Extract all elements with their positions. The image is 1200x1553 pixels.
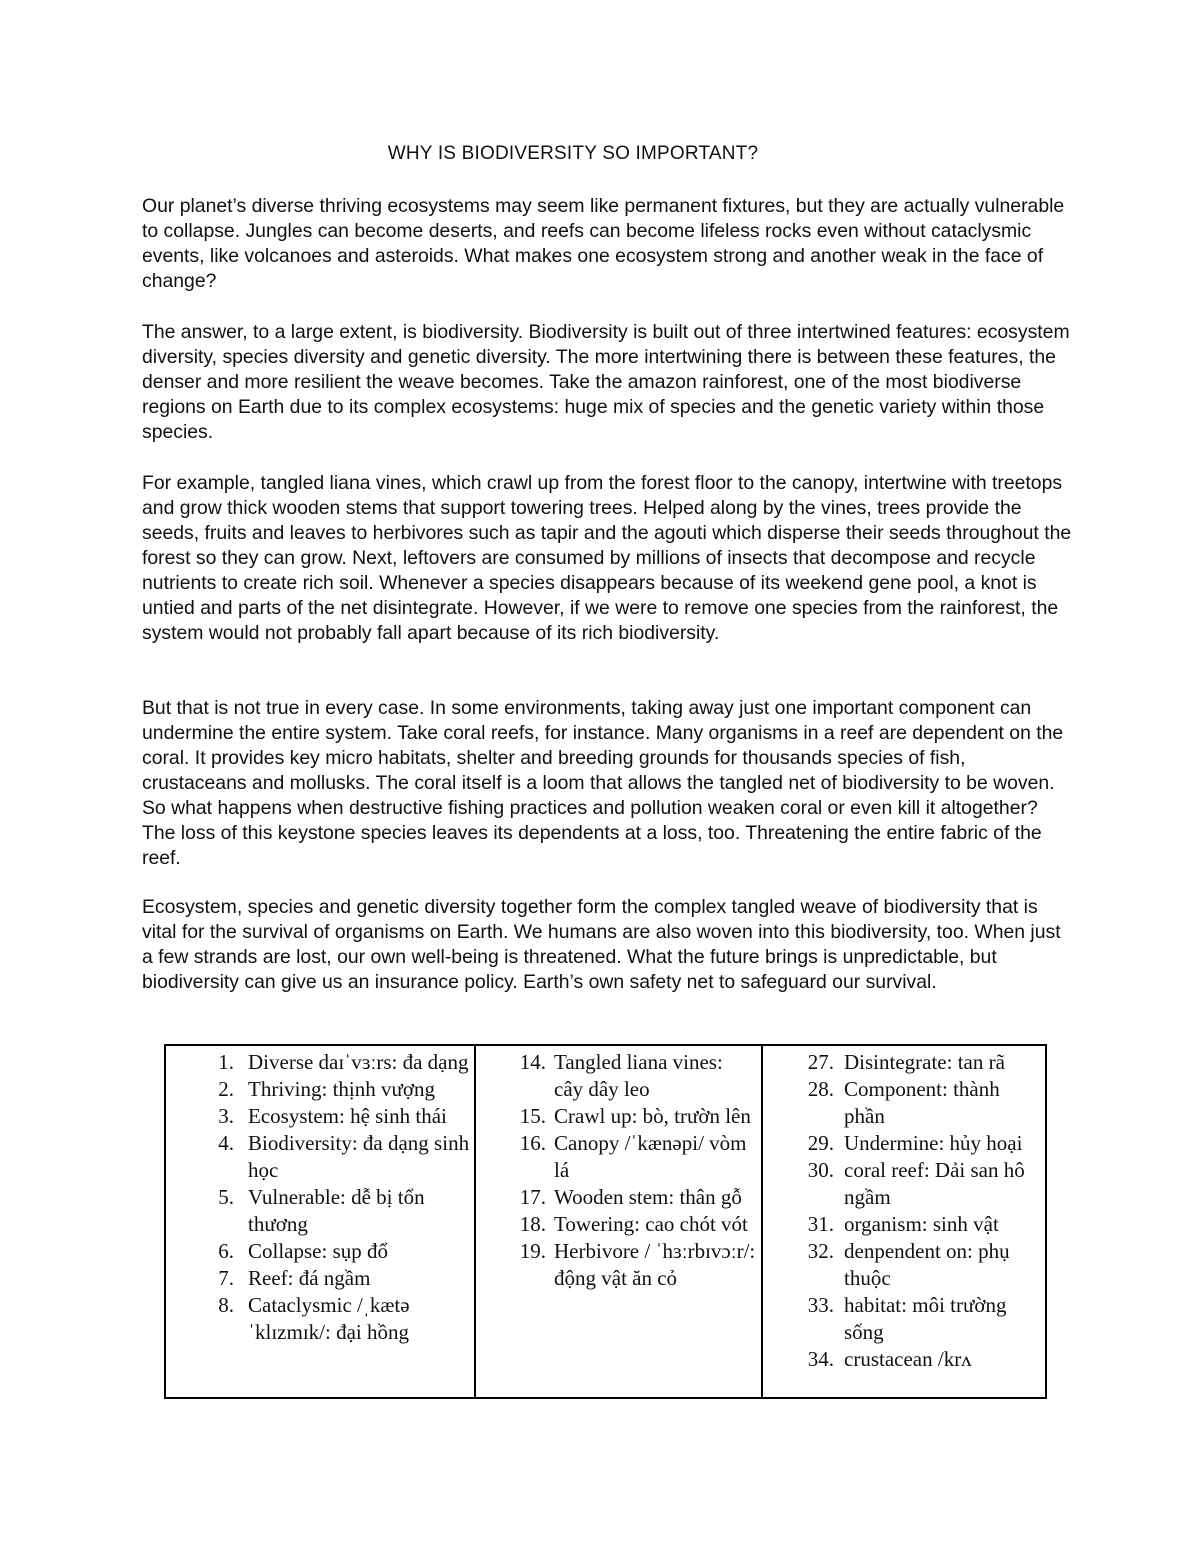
item-number: 31.: [807, 1212, 834, 1236]
item-text: Cataclysmic /ˌkætə ˈklɪzmɪk/: đại hồng: [248, 1293, 410, 1344]
item-text: Tangled liana vines: cây dây leo: [554, 1050, 723, 1101]
vocabulary-item: [166, 1292, 474, 1346]
item-text: Reef: đá ngầm: [248, 1266, 371, 1290]
vocabulary-item: [763, 1049, 1045, 1076]
vocabulary-item: [166, 1238, 474, 1265]
vocabulary-item: [166, 1130, 474, 1184]
item-text: Crawl up: bò, trườn lên: [554, 1104, 751, 1128]
paragraph-conclusion: Ecosystem, species and genetic diversity together form the complex tangled weave of biodiversity that is vital for the survival of organisms on Earth. We humans are also woven into this biodiversity, too. When just a few strands are lost, our own well-being is threatened. What the future brings is unpredictable, but biodiversity can give us an insurance policy. Earth’s own safety net to safeguard our survival.: [142, 896, 1061, 993]
paragraph-biodiversity-answer: The answer, to a large extent, is biodiversity. Biodiversity is built out of three intertwined features: ecosystem diversity, species diversity and genetic diversity. The more intertwining there is between these features, the denser and more resilient the weave becomes. Take the amazon rainforest, one of the most biodiverse regions on Earth due to its complex ecosystems: huge mix of species and the genetic variety within those species.: [142, 321, 1070, 443]
vocabulary-column-3: [761, 1046, 1045, 1397]
vocabulary-list: [476, 1049, 761, 1292]
item-text: Disintegrate: tan rã: [844, 1050, 1005, 1074]
vocabulary-item: [763, 1211, 1045, 1238]
item-number: 4.: [218, 1131, 234, 1155]
item-number: 6.: [218, 1239, 234, 1263]
item-number: 32.: [807, 1239, 834, 1263]
item-number: 18.: [519, 1212, 546, 1236]
item-text: Diverse daɪˈvɜːrs: đa dạng: [248, 1050, 469, 1074]
item-text: coral reef: Dải san hô ngầm: [844, 1158, 1025, 1209]
vocabulary-item: [763, 1076, 1045, 1130]
item-text: denpendent on: phụ thuộc: [844, 1239, 1010, 1290]
item-number: 28.: [807, 1077, 834, 1101]
vocabulary-item: [476, 1130, 761, 1184]
vocabulary-item: [763, 1157, 1045, 1211]
vocabulary-item: [166, 1184, 474, 1238]
item-number: 19.: [519, 1239, 546, 1263]
item-number: 15.: [519, 1104, 546, 1128]
item-text: Undermine: hủy hoại: [844, 1131, 1023, 1155]
item-number: 7.: [218, 1266, 234, 1290]
vocabulary-item: [476, 1103, 761, 1130]
vocabulary-item: [763, 1238, 1045, 1292]
vocabulary-item: [166, 1076, 474, 1103]
item-text: Towering: cao chót vót: [554, 1212, 748, 1236]
item-number: 1.: [218, 1050, 234, 1074]
item-number: 5.: [218, 1185, 234, 1209]
vocabulary-item: [763, 1130, 1045, 1157]
item-number: 30.: [807, 1158, 834, 1182]
document-title: WHY IS BIODIVERSITY SO IMPORTANT?: [387, 143, 759, 164]
item-text: Wooden stem: thân gỗ: [554, 1185, 742, 1209]
item-text: Canopy /ˈkænəpi/ vòm lá: [554, 1131, 747, 1182]
vocabulary-item: [763, 1346, 1045, 1373]
vocabulary-item: [476, 1238, 761, 1292]
vocabulary-column-1: [166, 1046, 474, 1397]
paragraph-coral-reefs: But that is not true in every case. In some environments, taking away just one important component can undermine the entire system. Take coral reefs, for instance. Many organisms in a reef are dependent on the coral. It provides key micro habitats, shelter and breeding grounds for thousands species of fish, crustaceans and mollusks. The coral itself is a loom that allows the tangled net of biodiversity to be woven. So what happens when destructive fishing practices and pollution weaken coral or even kill it altogether? The loss of this keystone species leaves its dependents at a loss, too. Threatening the entire fabric of the reef.: [142, 697, 1064, 869]
item-number: 3.: [218, 1104, 234, 1128]
item-number: 14.: [519, 1050, 546, 1074]
item-number: 8.: [218, 1293, 234, 1317]
item-number: 16.: [519, 1131, 546, 1155]
vocabulary-item: [476, 1049, 761, 1103]
item-text: Collapse: sụp đổ: [248, 1239, 388, 1263]
vocabulary-item: [476, 1184, 761, 1211]
paragraph-intro: Our planet’s diverse thriving ecosystems may seem like permanent fixtures, but they are actually vulnerable to collapse. Jungles can become deserts, and reefs can become lifeless rocks even without cataclysmic events, like volcanoes and asteroids. What makes one ecosystem strong and another weak in the face of change?: [142, 195, 1065, 292]
item-text: habitat: môi trường sống: [844, 1293, 1007, 1344]
vocabulary-column-2: [474, 1046, 761, 1397]
item-number: 2.: [218, 1077, 234, 1101]
item-number: 34.: [807, 1347, 834, 1371]
item-text: Component: thành phần: [844, 1077, 1000, 1128]
item-text: organism: sinh vật: [844, 1212, 999, 1236]
vocabulary-item: [166, 1103, 474, 1130]
vocabulary-item: [763, 1292, 1045, 1346]
item-text: crustacean /krʌ: [844, 1347, 972, 1371]
paragraph-rainforest-example: For example, tangled liana vines, which crawl up from the forest floor to the canopy, intertwine with treetops and grow thick wooden stems that support towering trees. Helped along by the vines, trees provide the seeds, fruits and leaves to herbivores such as tapir and the agouti which disperse their seeds throughout the forest so they can grow. Next, leftovers are consumed by millions of insects that decompose and recycle nutrients to create rich soil. Whenever a species disappears because of its weekend gene pool, a knot is untied and parts of the net disintegrate. However, if we were to remove one species from the rainforest, the system would not probably fall apart because of its rich biodiversity.: [142, 472, 1072, 644]
vocabulary-list: [763, 1049, 1045, 1373]
vocabulary-item: [166, 1265, 474, 1292]
item-text: Thriving: thịnh vượng: [248, 1077, 435, 1101]
item-text: Ecosystem: hệ sinh thái: [248, 1104, 447, 1128]
item-number: 29.: [807, 1131, 834, 1155]
vocabulary-table: [164, 1044, 1047, 1399]
item-text: Vulnerable: dễ bị tổn thương: [248, 1185, 425, 1236]
item-number: 33.: [807, 1293, 834, 1317]
vocabulary-item: [166, 1049, 474, 1076]
item-number: 27.: [807, 1050, 834, 1074]
item-text: Herbivore / ˈhɜːrbɪvɔːr/: động vật ăn cỏ: [554, 1239, 756, 1290]
item-text: Biodiversity: đa dạng sinh học: [248, 1131, 470, 1182]
vocabulary-item: [476, 1211, 761, 1238]
item-number: 17.: [519, 1185, 546, 1209]
vocabulary-list: [166, 1049, 474, 1346]
